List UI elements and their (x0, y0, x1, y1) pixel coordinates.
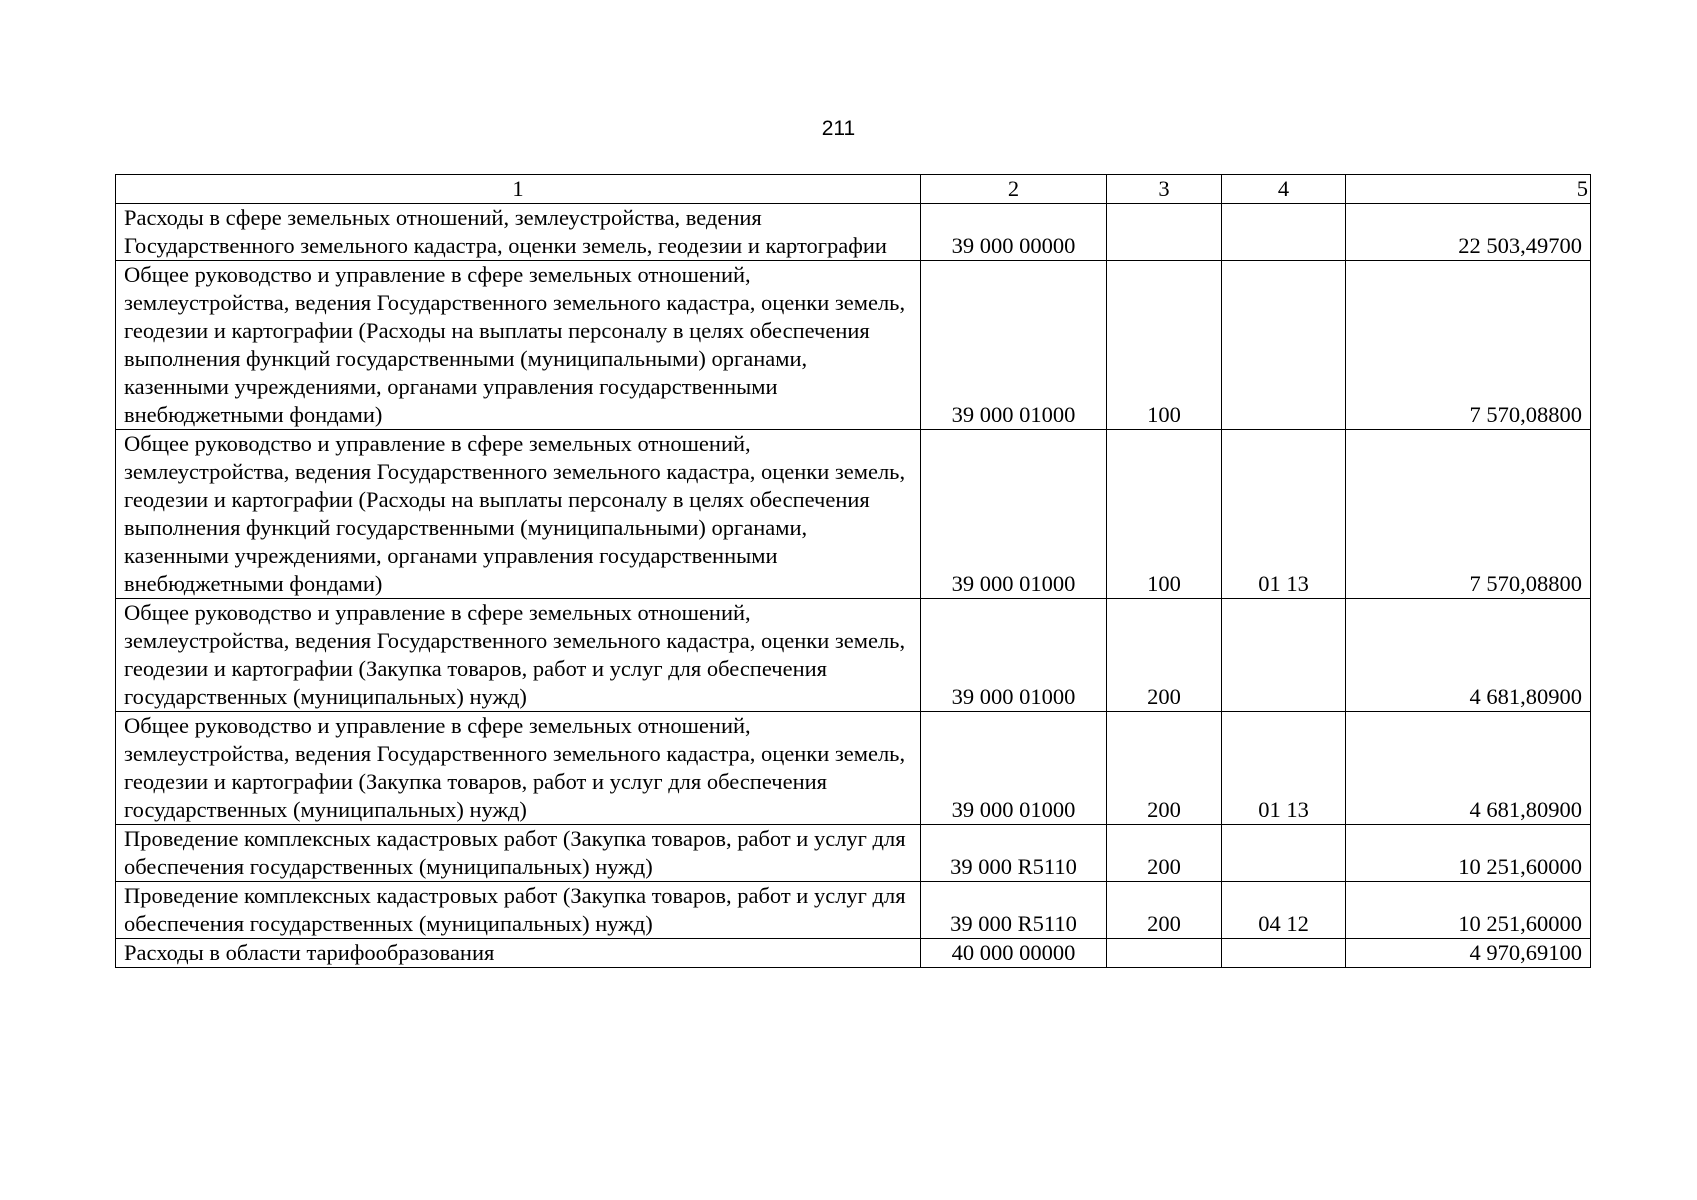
row-section (1222, 825, 1346, 882)
header-cell-3: 3 (1107, 175, 1222, 204)
row-section (1222, 204, 1346, 261)
row-expense-type: 200 (1107, 882, 1222, 939)
header-cell-2: 2 (921, 175, 1107, 204)
row-code: 39 000 00000 (921, 204, 1107, 261)
row-name: Проведение комплексных кадастровых работ (Закупка товаров, работ и услуг для обеспечения государственных (муниципальных) нужд) (116, 825, 921, 882)
row-code: 39 000 01000 (921, 712, 1107, 825)
header-row (116, 175, 1591, 204)
row-expense-type: 200 (1107, 599, 1222, 712)
table-row (116, 204, 1591, 261)
row-expense-type (1107, 939, 1222, 968)
row-name: Общее руководство и управление в сфере земельных отношений, землеустройства, ведения Государственного земельного кадастра, оценки земель, геодезии и картографии (Закупка товаров, работ и услуг для обеспечения государственных (муниципальных) нужд) (116, 599, 921, 712)
row-name: Проведение комплексных кадастровых работ (Закупка товаров, работ и услуг для обеспечения государственных (муниципальных) нужд) (116, 882, 921, 939)
row-amount: 10 251,60000 (1346, 882, 1591, 939)
page-number-text: 211 (821, 117, 856, 140)
table-row (116, 599, 1591, 712)
page-number (0, 117, 1697, 141)
table-row (116, 261, 1591, 430)
header-cell-5: 5 (1346, 175, 1591, 204)
row-code: 39 000 01000 (921, 430, 1107, 599)
row-amount: 22 503,49700 (1346, 204, 1591, 261)
row-name: Расходы в сфере земельных отношений, землеустройства, ведения Государственного земельного кадастра, оценки земель, геодезии и картографии (116, 204, 921, 261)
table-row (116, 825, 1591, 882)
row-amount: 4 681,80900 (1346, 599, 1591, 712)
row-section (1222, 939, 1346, 968)
row-name: Расходы в области тарифообразования (116, 939, 921, 968)
row-amount: 7 570,08800 (1346, 261, 1591, 430)
row-code: 39 000 01000 (921, 599, 1107, 712)
table-row (116, 939, 1591, 968)
row-code: 40 000 00000 (921, 939, 1107, 968)
row-section (1222, 599, 1346, 712)
table-row (116, 882, 1591, 939)
row-amount: 7 570,08800 (1346, 430, 1591, 599)
row-expense-type: 100 (1107, 430, 1222, 599)
row-amount: 4 970,69100 (1346, 939, 1591, 968)
row-section (1222, 261, 1346, 430)
header-cell-1: 1 (116, 175, 921, 204)
header-cell-4: 4 (1222, 175, 1346, 204)
budget-table (115, 174, 1591, 968)
row-section: 04 12 (1222, 882, 1346, 939)
row-name: Общее руководство и управление в сфере земельных отношений, землеустройства, ведения Государственного земельного кадастра, оценки земель, геодезии и картографии (Расходы на выплаты персоналу в целях обеспечения выполнения функций государственными (муниципальными) органами, казенными учреждениями, органами управления государственными внебюджетными фондами) (116, 261, 921, 430)
row-amount: 4 681,80900 (1346, 712, 1591, 825)
row-expense-type: 200 (1107, 712, 1222, 825)
row-expense-type: 200 (1107, 825, 1222, 882)
table-row (116, 430, 1591, 599)
row-name: Общее руководство и управление в сфере земельных отношений, землеустройства, ведения Государственного земельного кадастра, оценки земель, геодезии и картографии (Закупка товаров, работ и услуг для обеспечения государственных (муниципальных) нужд) (116, 712, 921, 825)
row-expense-type (1107, 204, 1222, 261)
row-code: 39 000 01000 (921, 261, 1107, 430)
row-section: 01 13 (1222, 712, 1346, 825)
row-code: 39 000 R5110 (921, 882, 1107, 939)
row-expense-type: 100 (1107, 261, 1222, 430)
row-amount: 10 251,60000 (1346, 825, 1591, 882)
row-code: 39 000 R5110 (921, 825, 1107, 882)
table-row (116, 712, 1591, 825)
row-section: 01 13 (1222, 430, 1346, 599)
row-name: Общее руководство и управление в сфере земельных отношений, землеустройства, ведения Государственного земельного кадастра, оценки земель, геодезии и картографии (Расходы на выплаты персоналу в целях обеспечения выполнения функций государственными (муниципальными) органами, казенными учреждениями, органами управления государственными внебюджетными фондами) (116, 430, 921, 599)
